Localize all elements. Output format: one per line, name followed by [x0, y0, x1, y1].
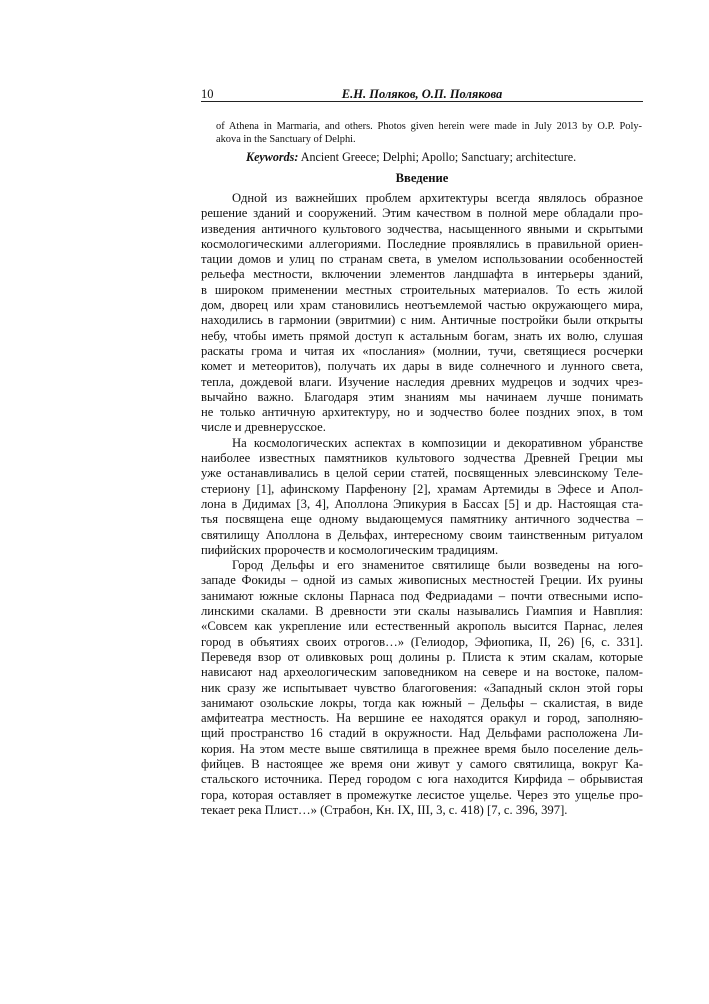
text-line: космологическими аллегориями. Последние проявлялись в правильной ориен- [201, 236, 643, 251]
text-line: Одной из важнейших проблем архитектуры всегда являлось образное [232, 191, 643, 205]
text-line: занимают южные склоны Парнаса под Федриадами – почти отвесными испо- [201, 588, 643, 603]
text-line: линскими скалами. В древности эти скалы назывались Гиампия и Навплия: [201, 604, 643, 619]
keywords [246, 150, 646, 165]
text-line: пифийских пророчеств и космологическим традициям. [201, 542, 499, 557]
text-line: нависают над археологическим заповедником на севере и на востоке, палом- [201, 665, 643, 680]
text-line: в широком применении местных строительных материалов. То есть жилой [201, 282, 643, 297]
page-number: 10 [201, 87, 214, 101]
text-line: гора, которая оставляет в промежутке лесистое ущелье. Через это ущелье про- [201, 787, 643, 802]
running-header-authors: Е.Н. Поляков, О.П. Полякова [341, 87, 503, 101]
keywords-label: Keywords: [246, 150, 299, 164]
text-line: комет и метеоритов), получать их дары в виде солнечного и лунного света, [201, 359, 643, 374]
text-line: ник сразу же испытывает чувство благоговения: «Западный склон этой горы [201, 680, 643, 695]
text-line: наиболее известных памятников культового зодчества Древней Греции мы [201, 451, 643, 466]
text-line: раскаты грома и читая их «послания» (молнии, тучи, светящиеся росчерки [201, 343, 643, 358]
text-line: западе Фокиды – одной из самых живописных местностей Греции. Их руины [201, 573, 643, 588]
abstract-tail [216, 120, 642, 146]
text-line: святилищу Аполлона в Дельфах, интересному своим таинственным ритуалом [201, 527, 643, 542]
text-line: На космологических аспектах в композиции и декоративном убранстве [232, 435, 643, 450]
text-line: текает река Плист…» (Страбон, Кн. IX, III, 3, с. 418) [7, с. 396, 397]. [201, 802, 568, 817]
keywords-text: Ancient Greece; Delphi; Apollo; Sanctuary; architecture. [298, 150, 577, 164]
body-text [201, 191, 643, 818]
text-line: числе и древнерусское. [201, 420, 326, 435]
text-line: уже останавливались в целой серии статей, посвященных элевсинскому Теле- [201, 466, 643, 481]
text-line: тации домов и улиц по странам света, в умелом использовании особенностей [201, 252, 643, 267]
running-header [201, 86, 643, 102]
paragraph-1 [201, 191, 643, 436]
text-line: вычайно важно. Благодаря этим знаниям мы начинаем лучше понимать [201, 389, 643, 404]
text-line: дом, дворец или храм становились неотъемлемой частью окружающего мира, [201, 298, 643, 313]
text-line: стериону [1], афинскому Парфенону [2], храмам Артемиды в Эфесе и Апол- [201, 481, 643, 496]
text-line: фийцев. В настоящее же время они живут у самого святилища, вокруг Ка- [201, 756, 643, 771]
text-line: тепла, дождевой влаги. Изучение наследия древних мудрецов и зодчих чрез- [201, 374, 643, 389]
text-line: изведения античного культового зодчества, насыщенного явными и скрытыми [201, 221, 643, 236]
text-line: тья посвящена еще одному выдающемуся памятнику античного зодчества – [201, 512, 643, 527]
text-line: «Совсем как укрепление или естественный акрополь высится Парнас, лелея [201, 619, 643, 634]
text-line: кория. На этом месте выше святилища в прежнее время было поселение дель- [201, 741, 643, 756]
text-line: амфитеатра местность. На вершине ее находятся оракул и город, заполняю- [201, 711, 643, 726]
text-line: лона в Дидимах [3, 4], Аполлона Эпикурия в Бассах [5] и др. Настоящая ста- [201, 496, 643, 511]
text-line: Переведя взор от оливковых рощ долины р. Плиста к этим скалам, которые [201, 649, 643, 664]
text-line: щий пространство 16 стадий в окружности. Над Дельфами расположена Ли- [201, 726, 643, 741]
abstract-line: of Athena in Marmaria, and others. Photos given herein were made in July 2013 by O.P. Poly- [216, 121, 642, 132]
text-line: решение зданий и сооружений. Этим качеством в полной мере обладали про- [201, 206, 643, 221]
section-heading: Введение [395, 171, 449, 185]
paragraph-2 [201, 436, 643, 558]
paragraph-3 [201, 558, 643, 818]
text-line: не только античную архитектуру, но и зодчество более поздних эпох, в том [201, 405, 643, 420]
text-line: стальского источника. Перед городом с юга находится Кирфида – обрывистая [201, 772, 643, 787]
header-rule [201, 101, 643, 102]
text-line: находились в гармонии (эвритмии) с ним. Античные постройки были открыты [201, 313, 643, 328]
text-line: занимают озольские локры, тогда как южный – Дельфы – скалистая, в виде [201, 695, 643, 710]
text-line: рельефа местности, включении элементов ландшафта в интерьеры зданий, [201, 267, 643, 282]
text-line: небу, чтобы иметь прямой доступ к астальным богам, знать их волю, слушая [201, 328, 643, 343]
text-line: Город Дельфы и его знаменитое святилище были возведены на юго- [232, 558, 643, 573]
abstract-line: akova in the Sanctuary of Delphi. [216, 134, 356, 146]
text-line: город в объятиях своих отрогов…» (Гелиодор, Эфиопика, II, 26) [6, с. 331]. [201, 634, 643, 649]
